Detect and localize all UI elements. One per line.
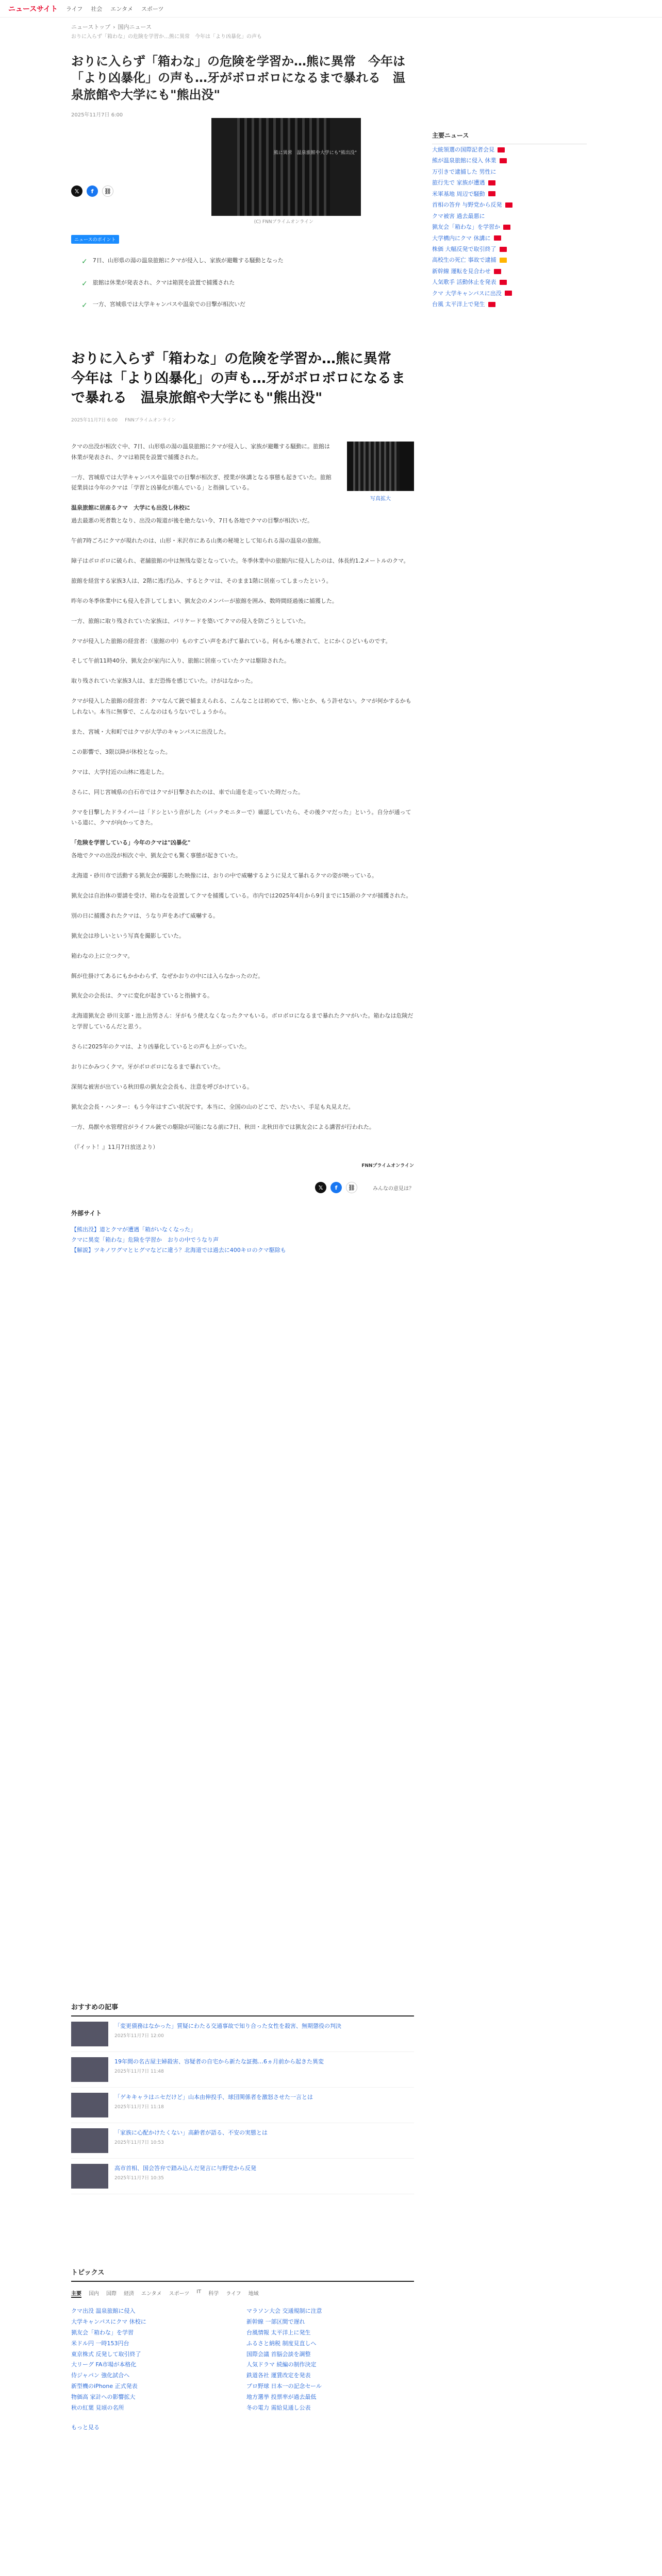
sidebar-news-item[interactable] [432, 277, 587, 287]
article-paragraph: 別の日に捕獲されたクマは、うなり声をあげて威嚇する。 [71, 912, 219, 919]
sidebar-news-list [432, 144, 587, 310]
photo-enlarge-link[interactable]: 写真拡大 [370, 496, 391, 502]
sidebar [432, 131, 587, 310]
sidebar-news-item[interactable] [432, 177, 587, 188]
new-badge-icon [488, 180, 495, 185]
sidebar-news-item[interactable] [432, 166, 587, 177]
sidebar-news-item[interactable] [432, 189, 587, 199]
recommended-list [71, 2016, 414, 2194]
sidebar-news-text: 米軍基地 周辺で騒動 [432, 190, 485, 197]
article-paragraph: 猟友会は自治体の要請を受け、箱わなを設置してクマを捕獲している。市内では2025年4月から9月までに15頭のクマが捕獲された。 [71, 892, 412, 899]
article-paragraph: 昨年の冬季休業中にも侵入を許してしまい、猟友会のメンバーが旅館を囲み、数時間経過後に捕獲した。 [71, 597, 338, 604]
article-paragraph: さらに、同じ宮城県の白石市ではクマが目撃されたのは、車で山道を走っていた時だった。 [71, 788, 304, 795]
recommended-text-box [114, 2057, 324, 2082]
check-icon: ✓ [81, 258, 88, 266]
recommended-headline[interactable]: 19年間の名古屋主婦殺害、容疑者の自宅から新たな証拠…6ヵ月前から起きた異変 [114, 2058, 324, 2065]
topic-link[interactable]: 冬の電力 需給見通し公表 [246, 2404, 311, 2412]
new-badge-icon [488, 302, 495, 307]
topics-more-link[interactable]: もっと見る [71, 2424, 100, 2431]
summary-point [81, 251, 414, 273]
recommended-text-box [114, 2128, 268, 2153]
article-paragraph: そして午前11時40分、猟友会が室内に入り、旅館に居座っていたクマは駆除された。 [71, 657, 290, 665]
page-meta [71, 110, 414, 118]
recommended-item[interactable] [71, 2123, 414, 2159]
new-badge-icon [500, 247, 507, 252]
topic-link[interactable]: 新幹線 一部区間で遅れ [246, 2318, 305, 2325]
topic-link[interactable]: 物価高 家計への影響拡大 [71, 2394, 136, 2401]
recommended-thumbnail [71, 2164, 108, 2189]
topic-link[interactable]: 猟友会「箱わな」を学習 [71, 2329, 134, 2336]
cage-bars-image [237, 118, 330, 216]
breadcrumb-current: おりに入らず「箱わな」の危険を学習か…熊に異常 今年は「より凶暴化」の声も [71, 34, 262, 40]
new-badge-icon [500, 158, 507, 163]
topics-tab[interactable]: ライフ [226, 2291, 241, 2297]
article-paragraph: 餌が仕掛けてあるにもかかわらず、なぜかおりの中には入らなかったのだ。 [71, 972, 264, 979]
recommended-thumbnail [71, 2022, 108, 2046]
article-paragraph: 取り残されていた家族3人は、まだ恐怖を感じていた。けがはなかった。 [71, 677, 256, 685]
sidebar-news-item[interactable] [432, 244, 587, 255]
article-body [71, 442, 414, 1169]
article-paragraph: クマの出没が相次ぐ中、7日、山形県の湯の温泉旅館にクマが侵入し、家族が避難する騒動に。旅館は休業が発表され、クマは箱罠を設置で捕獲された。 [71, 443, 330, 461]
article-paragraph: 猟友会会長・ハンター：もう今年はすごい状況です。本当に、全国の山のどこで、だいたい、手足も丸見えだ。 [71, 1103, 354, 1110]
sidebar-news-text: 台風 太平洋上で発生 [432, 301, 485, 308]
breadcrumb-item-home[interactable]: ニューストップ [71, 24, 111, 30]
section-heading: 「危険を学習している」今年のクマは"凶暴化" [71, 839, 191, 846]
article-paragraph: 北海道・砂川市で活動する猟友会が撮影した映像には、おりの中で威嚇するように見えて暴れるクマの姿が映っている。 [71, 872, 377, 879]
article-date: 2025年11月7日 6:00 [71, 417, 118, 423]
sidebar-news-text: 熊が温泉旅館に侵入 休業 [432, 157, 496, 164]
top-link-3[interactable]: エンタメ [110, 5, 133, 12]
article-paragraph: （『イット！』11月7日放送より） [71, 1143, 159, 1150]
recommended-date: 2025年11月7日 11:48 [114, 2069, 164, 2074]
article-paragraph: クマは、大学付近の山林に逃走した。 [71, 768, 168, 775]
sidebar-news-text: クマ被害 過去最悪に [432, 212, 485, 219]
sidebar-news-text: 万引きで逮捕した 男性に [432, 168, 496, 175]
external-link[interactable]: 【熊出没】道とクマが遭遇「箱がいなくなった」 [71, 1226, 196, 1233]
external-link[interactable]: クマに異変「箱わな」危険を学習か おりの中でうなり声 [71, 1236, 219, 1244]
recommended-thumbnail [71, 2093, 108, 2117]
hero-row [71, 118, 414, 216]
topic-link[interactable]: 鉄道各社 運賃改定を発表 [246, 2372, 311, 2379]
article-paragraph: また、宮城・大和町ではクマが大学のキャンパスに出没した。 [71, 728, 230, 735]
sidebar-news-text: 猟友会「箱わな」を学習か [432, 224, 500, 231]
cage-bars-image [353, 442, 400, 491]
article-title: おりに入らず「箱わな」の危険を学習か…熊に異常 今年は「より凶暴化」の声も…牙がボロボロになるまで暴れる 温泉旅館や大学にも"熊出没" [71, 351, 405, 406]
topic-link[interactable]: 大リーグ FA市場が本格化 [71, 2361, 137, 2368]
recommended-section [71, 2002, 414, 2194]
opinion-link[interactable]: みんなの意見は？ [373, 1185, 414, 1192]
topic-link[interactable]: 侍ジャパン 強化試合へ [71, 2372, 130, 2379]
topic-link[interactable]: 大学キャンパスにクマ 休校に [71, 2318, 146, 2325]
sidebar-news-text: 高校生の死亡 事故で逮捕 [432, 257, 496, 264]
hero-image[interactable] [211, 118, 361, 216]
sidebar-news-item[interactable] [432, 299, 587, 310]
article-paragraphs [71, 442, 414, 1153]
topics-tab[interactable]: スポーツ [169, 2291, 190, 2297]
topics-tab[interactable]: IT [196, 2289, 202, 2295]
topics-columns [71, 2306, 414, 2414]
topic-link[interactable]: 米ドル円 一時153円台 [71, 2340, 129, 2347]
topic-link[interactable]: 秋の紅葉 見頃の名所 [71, 2404, 124, 2412]
x-share-icon[interactable]: 𝕏 [71, 185, 82, 197]
article-paragraph: 深刻な被害が出ている秋田県の猟友会会長も、注意を呼びかけている。 [71, 1083, 253, 1090]
article-paragraph: 一方、旅館に取り残されていた家族は、バリケードを築いてクマの侵入を防ごうとしていた。 [71, 617, 309, 624]
external-sites-title: 外部サイト [71, 1210, 102, 1217]
topics-tabs [71, 2289, 414, 2298]
sidebar-news-text: 新幹線 運転を見合わせ [432, 267, 491, 275]
recommended-headline[interactable]: 「ゲキキャラはニセだけど」山本由伸投手、球団関係者を激怒させた一言とは [114, 2094, 313, 2100]
recommended-date: 2025年11月7日 10:53 [114, 2140, 164, 2145]
sidebar-news-item[interactable] [432, 211, 587, 222]
topics-tab[interactable]: 主要 [71, 2289, 81, 2298]
link-copy-icon[interactable]: ⛓ [102, 185, 113, 197]
recommended-title: おすすめの記事 [71, 2002, 414, 2016]
external-link[interactable]: 【解説】ツキノワグマとヒグマなどに違う？北海道では過去に400キロのクマ駆除も [71, 1247, 286, 1254]
article-paragraph: 北海道猟友会 砂川支部・池上治男さん：牙がもう使えなくなったクマもいる。ボロボロになるまで暴れたクマがいた。箱わなは危険だと学習しているんだと思う。 [71, 1012, 413, 1030]
article-paragraph: 過去最悪の死者数となり、出没の報道が後を絶たない今、7日も各地でクマの目撃が相次いだ。 [71, 517, 313, 524]
sidebar-news-text: 大学構内にクマ 休講に [432, 234, 491, 242]
hero-credit: (C) FNNプライムオンライン [254, 219, 313, 225]
breadcrumb-item-domestic[interactable]: 国内ニュース [118, 24, 152, 30]
article-credit: FNNプライムオンライン [361, 1163, 414, 1169]
article-paragraph: 旅館を経営する家族3人は、2階に逃げ込み、するとクマは、そのまま1階に居座ってしまったという。 [71, 577, 332, 584]
recommended-date: 2025年11月7日 11:18 [114, 2104, 164, 2110]
summary-list [71, 248, 414, 319]
topics-tab[interactable]: エンタメ [141, 2291, 162, 2297]
summary-point [81, 273, 414, 295]
article-paragraph: 猟友会の会長は、クマに変化が起きていると指摘する。 [71, 992, 213, 999]
summary-point-text: 一方、宮城県では大学キャンパスや温泉での目撃が相次いだ [92, 300, 245, 308]
article-paragraph: 猟友会は珍しいという写真を撮影していた。 [71, 932, 185, 939]
sidebar-news-text: 人気歌手 活動休止を発表 [432, 279, 496, 286]
new-badge-icon [500, 280, 507, 285]
recommended-item[interactable] [71, 2052, 414, 2088]
top-bar [0, 0, 662, 18]
sidebar-news-text: クマ 大学キャンパスに出没 [432, 290, 502, 297]
article-paragraph: 午前7時ごろにクマが現れたのは、山形・米沢市にある山奥の秘境として知られる湯の温泉の旅館。 [71, 537, 324, 545]
topics-right-column [246, 2306, 401, 2414]
topic-link[interactable]: ふるさと納税 制度見直しへ [246, 2340, 317, 2347]
new-badge-icon [498, 147, 505, 152]
sidebar-news-text: 大統領選の国際記者会見 [432, 146, 494, 153]
recommended-headline[interactable]: 高市首相、国会答弁で踏み込んだ発言に与野党から反発 [114, 2165, 256, 2172]
sidebar-news-item[interactable] [432, 255, 587, 265]
topic-link[interactable]: クマ出没 温泉旅館に侵入 [71, 2308, 136, 2314]
topic-link[interactable]: 東京株式 反発して取引終了 [71, 2350, 141, 2358]
site-logo[interactable]: ニュースサイト [8, 5, 58, 13]
topic-link[interactable]: 国際会議 首脳会談を調整 [246, 2350, 311, 2358]
sidebar-news-item[interactable] [432, 288, 587, 299]
new-badge-icon [494, 269, 501, 274]
sidebar-news-item[interactable] [432, 222, 587, 232]
breadcrumb: ニューストップ › 国内ニュース [71, 24, 152, 30]
top-link-1[interactable]: ライフ [66, 5, 83, 12]
article-source[interactable]: FNNプライムオンライン [125, 417, 176, 423]
external-links [71, 1225, 414, 1255]
page-title: おりに入らず「箱わな」の危険を学習か…熊に異常 今年は「より凶暴化」の声も…牙がボロボロになるまで暴れる 温泉旅館や大学にも"熊出没" [71, 54, 405, 102]
link-copy-icon[interactable]: ⛓ [346, 1182, 357, 1193]
sidebar-news-text: 旅行先で 家族が遭遇 [432, 179, 485, 187]
topics-section [71, 2267, 414, 2431]
facebook-share-icon[interactable]: f [330, 1182, 342, 1193]
topic-link[interactable]: 台風情報 太平洋上に発生 [246, 2329, 311, 2336]
topic-link[interactable]: 人気ドラマ 続編の制作決定 [246, 2361, 317, 2368]
sidebar-news-item[interactable] [432, 155, 587, 166]
topics-left-column [71, 2306, 226, 2414]
recommended-text-box [114, 2022, 341, 2046]
new-badge-icon [505, 202, 512, 208]
article-paragraph: おりにかみつくクマ。牙がボロボロになるまで暴れていた。 [71, 1063, 224, 1071]
sidebar-news-item[interactable] [432, 233, 587, 244]
article-paragraph: この影響で、3限以降が休校となった。 [71, 748, 171, 755]
article-paragraph: 各地でクマの出没が相次ぐ中、猟友会でも驚く事態が起きていた。 [71, 852, 241, 859]
hot-badge-icon [500, 258, 507, 263]
recommended-text-box [114, 2093, 313, 2117]
recommended-text-box [114, 2164, 256, 2189]
check-icon: ✓ [81, 301, 88, 310]
article-paragraph: 箱わなの上に立つクマ。 [71, 952, 134, 959]
summary-point [81, 295, 414, 316]
new-badge-icon [505, 291, 512, 296]
new-badge-icon [488, 191, 495, 196]
article-paragraph: クマを目撃したドライバーは「ドシという音がした（バックモニターで）確認していたら、その後クマだった」という。自分が通っている道に、クマが向かってきた。 [71, 808, 411, 826]
topics-tab[interactable]: 国内 [89, 2291, 99, 2297]
topic-link[interactable]: マラソン大会 交通規制に注意 [246, 2308, 322, 2314]
recommended-item[interactable] [71, 2088, 414, 2123]
topics-tab[interactable]: 経済 [124, 2291, 134, 2297]
summary-badge: ニュースのポイント [71, 235, 119, 244]
summary-point-text: 7日、山形県の湯の温泉旅館にクマが侵入し、家族が避難する騒動となった [92, 257, 284, 264]
article-paragraph: 障子はボロボロに破られ、老舗旅館の中は無残な姿となっていた。冬季休業中の旅館内に侵入したのは、体長約1.2メートルのクマ。 [71, 557, 409, 564]
sidebar-news-item[interactable] [432, 144, 587, 155]
recommended-headline[interactable]: 「変更債務はなかった」質疑にわたる交通事故で知り合った女性を殺害、無期懲役の判決 [114, 2023, 341, 2029]
topics-tab[interactable]: 地域 [248, 2291, 259, 2297]
topic-link[interactable]: プロ野球 日本一の記念セール [246, 2383, 322, 2390]
recommended-item[interactable] [71, 2016, 414, 2052]
new-badge-icon [494, 235, 501, 241]
summary-point-text: 旅館は休業が発表され、クマは箱罠を設置で捕獲された [92, 279, 235, 286]
article-meta [71, 416, 414, 423]
hero-image-caption: 熊に異常 温泉旅館や大学にも"熊出没" [273, 150, 357, 156]
article-photo [347, 442, 414, 491]
topic-link[interactable]: 地方選挙 投票率が過去最低 [246, 2394, 317, 2401]
topic-link[interactable]: 新型機のiPhone 正式発表 [71, 2383, 138, 2390]
facebook-share-icon[interactable]: f [87, 185, 98, 197]
top-link-4[interactable]: スポーツ [141, 5, 164, 12]
sidebar-title: 主要ニュース [432, 131, 587, 144]
sidebar-news-text: 株価 大幅反発で取引終了 [432, 245, 496, 252]
sidebar-news-text: 首相の答弁 与野党から反発 [432, 201, 502, 209]
recommended-item[interactable] [71, 2159, 414, 2194]
share-row-bottom [71, 1182, 414, 1193]
topics-tab[interactable]: 国際 [106, 2291, 117, 2297]
article-paragraph: クマが侵入した旅館の経営者：（旅館の中）ものすごい声をあげて暴れている。何もかも壊されて、とにかくひどいものです。 [71, 637, 391, 645]
sidebar-news-item[interactable] [432, 266, 587, 277]
share-row-top [71, 166, 113, 216]
topics-title: トピックス [71, 2267, 414, 2282]
article-image[interactable] [347, 442, 414, 502]
section-heading: 温泉旅館に居座るクマ 大学にも出没し休校に [71, 504, 190, 512]
recommended-thumbnail [71, 2057, 108, 2082]
article-paragraph: クマが侵入した旅館の経営者：クマなんて銃で捕まえられる、こんなことは初めてで、怖いとか、もう許せない。クマが何かするかもしれない。本当に無事で、こんなのはもうないでしょうから。 [71, 698, 411, 716]
article-paragraph: さらに2025年のクマは、より凶暴化しているとの声も上がっていた。 [71, 1043, 250, 1050]
check-icon: ✓ [81, 279, 88, 288]
new-badge-icon [503, 225, 510, 230]
page-date: 2025年11月7日 6:00 [71, 112, 123, 118]
top-link-2[interactable]: 社会 [91, 5, 103, 12]
article-paragraph: 一方、宮城県では大学キャンパスや温泉での目撃が相次ぎ、授業が休講となる事態も起きていた。旅館従業員は今年のクマは「学習と凶暴化が進んでいる」と指摘している。 [71, 473, 332, 492]
topics-tab[interactable]: 科学 [208, 2291, 219, 2297]
sidebar-news-item[interactable] [432, 199, 587, 210]
recommended-date: 2025年11月7日 10:35 [114, 2175, 164, 2181]
recommended-thumbnail [71, 2128, 108, 2153]
article-column [71, 18, 414, 1256]
article-paragraph: 一方、鳥獣や水管理官がライフル銃での駆除が可能になる前に7日、秋田・北秋田市では猟友会による講習が行われた。 [71, 1123, 375, 1130]
recommended-date: 2025年11月7日 12:00 [114, 2033, 164, 2039]
recommended-headline[interactable]: 「家族に心配かけたくない」高齢者が語る、不安の実態とは [114, 2129, 268, 2136]
x-share-icon[interactable]: 𝕏 [315, 1182, 326, 1193]
